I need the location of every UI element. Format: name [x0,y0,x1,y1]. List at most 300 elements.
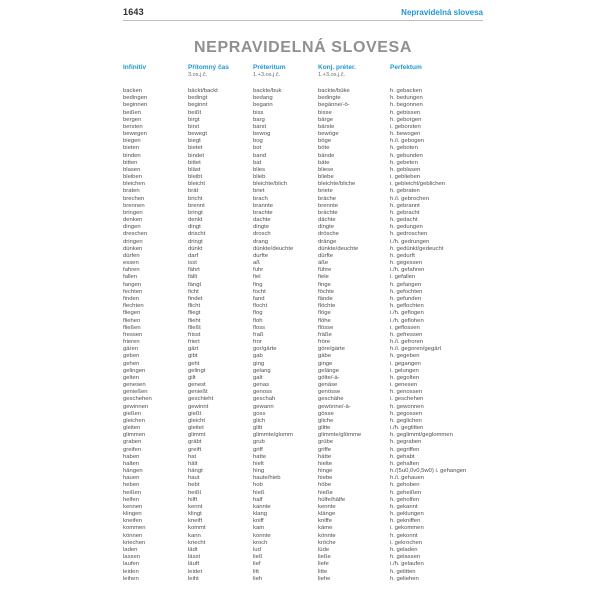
table-cell: dingen [123,224,141,231]
table-cell: flog [253,310,263,317]
table-row [123,389,590,396]
table-cell: hob [253,482,263,489]
table-cell: kann [188,532,201,539]
table-cell: ließe [318,554,331,561]
table-cell: h. geklungen [390,511,424,518]
table-cell: bewöge [318,131,339,138]
table-cell: biegen [123,138,141,145]
table-cell: bedingte [318,95,341,102]
table-row [123,490,590,497]
table-row [123,353,590,360]
table-row [123,181,590,188]
table-row [123,454,590,461]
table-row [123,511,590,518]
column-sublabel [390,72,590,79]
table-cell: backte/buk [253,88,282,94]
table-cell: bedingen [123,95,148,102]
table-cell: bitten [123,159,138,166]
table-row [123,117,590,124]
table-cell: beginnt [188,102,208,109]
table-cell: glitt [253,425,263,432]
table-cell: birgt [188,116,200,123]
table-cell: dünken [123,245,143,252]
table-cell: h./i. gehauen [390,475,425,482]
table-cell: i./h. geflohen [390,317,424,324]
table-cell: leihen [123,575,139,582]
table-cell: i./h. gelaufen [390,561,424,568]
table-cell: griffe [318,446,331,453]
table-cell: ficht [188,288,199,295]
table-cell: fing [253,281,263,288]
table-cell: fängt [188,281,202,288]
table-cell: gelten [123,374,140,381]
table-cell: h. geboten [390,145,418,152]
table-cell: h. gefochten [390,288,423,295]
table-cell: bindet [188,152,205,159]
table-row [123,217,590,224]
table-cell: brät [188,188,199,195]
table-cell: heißen [123,489,142,496]
page-title: NEPRAVIDELNÁ SLOVESA [194,39,412,56]
table-cell: fährt [188,267,200,274]
table-row [123,475,590,482]
table-cell: bietet [188,145,203,152]
table-cell: h. gegessen [390,260,423,267]
table-cell: laufen [123,561,140,568]
table-cell: hiebe [318,475,333,482]
table-cell: barst [253,123,267,130]
table-cell: ginge [318,360,333,367]
table-cell: fliegen [123,310,141,317]
table-cell: flöhe [318,317,331,324]
table-cell: lassen [123,554,141,561]
table-cell: h. gebeten [390,159,418,166]
table-cell: föchte [318,288,335,295]
table-cell: frisst [188,331,201,338]
table-cell: lieh [253,575,263,582]
table-cell: brechen [123,195,145,202]
table-cell: göre/gärte [318,346,345,353]
table-cell: i./h. geglitten [390,425,424,432]
table-cell: hielte [318,460,333,467]
table-cell: durfte [253,252,269,259]
table-cell: glitte [318,425,331,432]
table-cell: h. gegeben [390,353,420,360]
table-row [123,361,590,368]
table-cell: birst [188,123,200,130]
table-cell: genäse [318,382,338,389]
table-cell: i. geborsten [390,123,421,130]
table-cell: bewegen [123,131,147,138]
table-cell: liefe [318,561,329,568]
table-cell: h. gekannt [390,503,418,510]
table-row [123,461,590,468]
table-cell: dingte [253,224,270,231]
table-row [123,404,590,411]
table-row [123,533,590,540]
table-cell: haut [188,475,200,482]
table-cell: floh [253,317,263,324]
table-cell: bedang [253,95,273,102]
table-cell: h. gekonnt [390,532,418,539]
table-cell: h. geholfen [390,496,420,503]
table-cell: frieren [123,339,140,346]
table-cell: h./i. gebogen [390,138,425,145]
table-cell: bärge [318,116,334,123]
table-cell: h. gedünkt/gedeucht [390,245,444,252]
table-cell: hatte [253,453,267,460]
table-cell: backen [123,88,142,94]
table-cell: hängen [123,468,143,475]
table-cell: h. gehalten [390,460,420,467]
table-cell: hieße [318,489,333,496]
table-row [123,282,590,289]
table-cell: hieß [253,489,265,496]
table-cell: haben [123,453,140,460]
table-row [123,95,590,102]
table-cell: kneift [188,518,203,525]
table-cell: fahren [123,267,140,274]
table-row [123,540,590,547]
column-label: Perfektum [390,64,422,71]
table-cell: brach [253,195,268,202]
table-cell: gewinnen [123,403,149,410]
table-cell: geben [123,353,140,360]
table-row [123,131,590,138]
table-cell: h. gelitten [390,568,416,575]
table-cell: hebt [188,482,200,489]
table-row [123,418,590,425]
table-row [123,88,590,95]
table-cell: leiden [123,568,139,575]
table-cell: dränge [318,238,337,245]
table-cell: bewegt [188,131,207,138]
table-row [123,145,590,152]
table-row [123,504,590,511]
table-cell: kommt [188,525,206,532]
table-row [123,561,590,568]
table-cell: h. gehoben [390,482,420,489]
table-row [123,339,590,346]
table-row [123,260,590,267]
table-cell: laden [123,547,138,553]
table-cell: hat [188,453,197,460]
column-header-perfect [390,64,590,79]
table-row [123,210,590,217]
column-label: Infinitiv [123,64,147,71]
table-cell: i. geblieben [390,174,421,181]
table-cell: denkt [188,217,203,224]
table-cell: konnte [253,532,271,539]
table-cell: focht [253,288,266,295]
table-cell: lief [253,561,261,568]
table-cell: gehen [123,360,140,367]
column-sublabel [123,72,188,79]
table-cell: aß [253,260,260,267]
table-cell: geschieht [188,396,214,403]
table-row [123,375,590,382]
table-row [123,274,590,281]
table-row [123,124,590,131]
table-cell: h./i. gebrochen [390,195,429,202]
table-cell: litte [318,568,328,575]
table-row [123,525,590,532]
table-cell: genoss [253,389,272,396]
table-row [123,102,590,109]
table-cell: bedingt [188,95,208,102]
table-cell: hängt [188,468,203,475]
table-cell: h. gefangen [390,281,422,288]
table-cell: klingen [123,511,142,518]
table-cell: gießen [123,410,142,417]
table-cell: leidet [188,568,203,575]
table-cell: gab [253,353,263,360]
table-cell: gleiten [123,425,141,432]
table-cell: heben [123,482,140,489]
table-cell: klang [253,511,268,518]
table-cell: bäckt/backt [188,88,218,94]
table-cell: flöge [318,310,331,317]
table-cell: bergen [123,116,142,123]
table-cell: h. geflochten [390,303,424,310]
table-row [123,325,590,332]
column-header-preterite [253,64,318,79]
table-cell: floss [253,324,266,331]
table-cell: bäte [318,159,330,166]
table-cell: h. gefunden [390,295,422,302]
table-cell: h. geblasen [390,166,421,173]
table-cell: fände [318,295,333,302]
table-cell: drischt [188,231,206,238]
table-cell: h. geglichen [390,417,422,424]
table-cell: fliehen [123,317,141,324]
table-cell: genest [188,382,206,389]
table-cell: fuhr [253,267,264,274]
table-cell: h. gegraben [390,439,422,446]
table-row [123,554,590,561]
table-row [123,432,590,439]
table-cell: heißt [188,489,202,496]
table-cell: fließen [123,324,141,331]
table-row [123,253,590,260]
table-row [123,569,590,576]
table-cell: h. geheißen [390,489,422,496]
table-cell: greift [188,446,202,453]
column-sublabel: 1.+3.os.j.č. [253,72,281,78]
table-cell: h. gedungen [390,224,423,231]
table-cell: brächte [318,209,338,216]
table-cell: gelang [253,367,271,374]
table-cell: fangen [123,281,142,288]
table-cell: bittet [188,159,201,166]
table-cell: fraß [253,331,264,338]
table-cell: flösse [318,324,334,331]
table-cell: glimmen [123,432,146,439]
table-cell: h. geliehen [390,575,419,582]
table-cell: bog [253,138,263,145]
running-head [123,7,483,17]
table-cell: drösche [318,231,339,238]
table-cell: fechten [123,288,143,295]
table-cell: h. gehabt [390,453,415,460]
table-cell: isst [188,260,197,267]
table-row [123,497,590,504]
table-cell: flocht [253,303,268,310]
table-cell: gelänge [318,367,339,374]
table-cell: h. gewonnen [390,403,424,410]
table-cell: fiel [253,274,261,281]
table-cell: gewann [253,403,274,410]
table-row [123,368,590,375]
table-cell: bewog [253,131,271,138]
table-cell: fand [253,295,265,302]
column-label: Přítomný čas [188,64,229,71]
table-cell: hing [253,468,265,475]
table-cell: bleichen [123,181,145,188]
table-cell: essen [123,260,139,267]
table-row [123,346,590,353]
table-cell: finge [318,281,331,288]
table-cell: führe [318,267,332,274]
table-cell: greifen [123,446,142,453]
table-cell: i. gekommen [390,525,424,532]
column-label: Konj. préter. [318,64,356,71]
table-cell: bräche [318,195,337,202]
table-cell: bersten [123,123,143,130]
table-cell: barg [253,116,265,123]
table-cell: bleibt [188,174,203,181]
table-cell: brennt [188,202,205,209]
table-cell: fiele [318,274,329,281]
table-cell: dingt [188,224,201,231]
table-cell: gölte/-ä- [318,374,340,381]
column-header-infinitiv [123,64,188,79]
table-cell: fliegt [188,310,201,317]
table-cell: beißen [123,109,142,116]
table-cell: briete [318,188,333,195]
table-cell: lädt [188,547,198,553]
table-cell: biegt [188,138,201,145]
table-cell: galt [253,374,263,381]
table-row [123,153,590,160]
table-cell: dachte [253,217,271,224]
table-row [123,174,590,181]
table-row [123,547,590,554]
table-cell: bände [318,152,335,159]
table-cell: h. gebrannt [390,202,420,209]
table-row [123,382,590,389]
table-row [123,576,590,583]
table-cell: gräbt [188,439,202,446]
table-cell: klingt [188,511,202,518]
table-cell: gärt [188,346,199,353]
table-cell: h. gefressen [390,331,423,338]
table-row [123,138,590,145]
table-cell: kennen [123,503,143,510]
table-cell: dringen [123,238,143,245]
table-cell: i. geflossen [390,324,420,331]
table-row [123,482,590,489]
table-cell: gleitet [188,425,204,432]
table-cell: darf [188,252,199,259]
table-cell: bleicht [188,181,206,188]
table-cell: braten [123,188,140,195]
table-cell: i. gebleicht/geblichen [390,181,446,188]
table-row [123,425,590,432]
table-cell: bisse [318,109,332,116]
table-row [123,439,590,446]
table-cell: gibt [188,353,198,360]
running-head-section-title: Nepravidelná slovesa [401,8,483,17]
table-cell: h. gegolten [390,374,420,381]
table-cell: flicht [188,303,201,310]
table-cell: h./i. gefroren [390,339,424,346]
table-cell: backte/büke [318,88,350,94]
table-cell: finden [123,295,140,302]
table-cell: glimmte/glömme [318,432,362,439]
table-cell: liehe [318,575,331,582]
table-cell: glimmt [188,432,206,439]
table-cell: geht [188,360,200,367]
table-cell: kennte [318,503,336,510]
table-cell: dünkte/deuchte [253,245,294,252]
table-row [123,203,590,210]
table-cell: dächte [318,217,336,224]
table-cell: blasen [123,166,141,173]
table-cell: bleichte/blich [253,181,288,188]
table-cell: genösse [318,389,341,396]
table-cell: i./h. geflogen [390,310,424,317]
table-cell: kriechen [123,539,146,546]
table-cell: h. genossen [390,389,423,396]
table-cell: h. gekniffen [390,518,421,525]
table-cell: genießen [123,389,148,396]
table-cell: lüde [318,547,330,553]
table-cell: fror [253,339,262,346]
table-cell: h. gebissen [390,109,421,116]
table-row [123,289,590,296]
table-row [123,332,590,339]
table-cell: drosch [253,231,271,238]
table-cell: h. gebunden [390,152,423,159]
table-row [123,468,590,475]
table-cell: i. gefallen [390,274,416,281]
table-row [123,310,590,317]
table-cell: klänge [318,511,336,518]
table-cell: hinge [318,468,333,475]
table-cell: gelingt [188,367,206,374]
table-cell: h. gebraten [390,188,420,195]
table-cell: dingte [318,224,335,231]
table-cell: geschähe [318,396,344,403]
table-row [123,231,590,238]
page-number: 1643 [123,7,144,17]
table-cell: bringt [188,209,203,216]
table-cell: hätte [318,453,332,460]
table-cell: gelingen [123,367,146,374]
table-cell: i. gelungen [390,367,419,374]
verbs-table-body [123,88,590,583]
table-cell: h. gebracht [390,209,420,216]
table-cell: band [253,152,267,159]
table-row [123,110,590,117]
table-cell: fällt [188,274,198,281]
table-cell: kennt [188,503,203,510]
table-cell: bläst [188,166,201,173]
table-cell: läuft [188,561,200,568]
table-cell: bricht [188,195,203,202]
table-cell: brachte [253,209,273,216]
